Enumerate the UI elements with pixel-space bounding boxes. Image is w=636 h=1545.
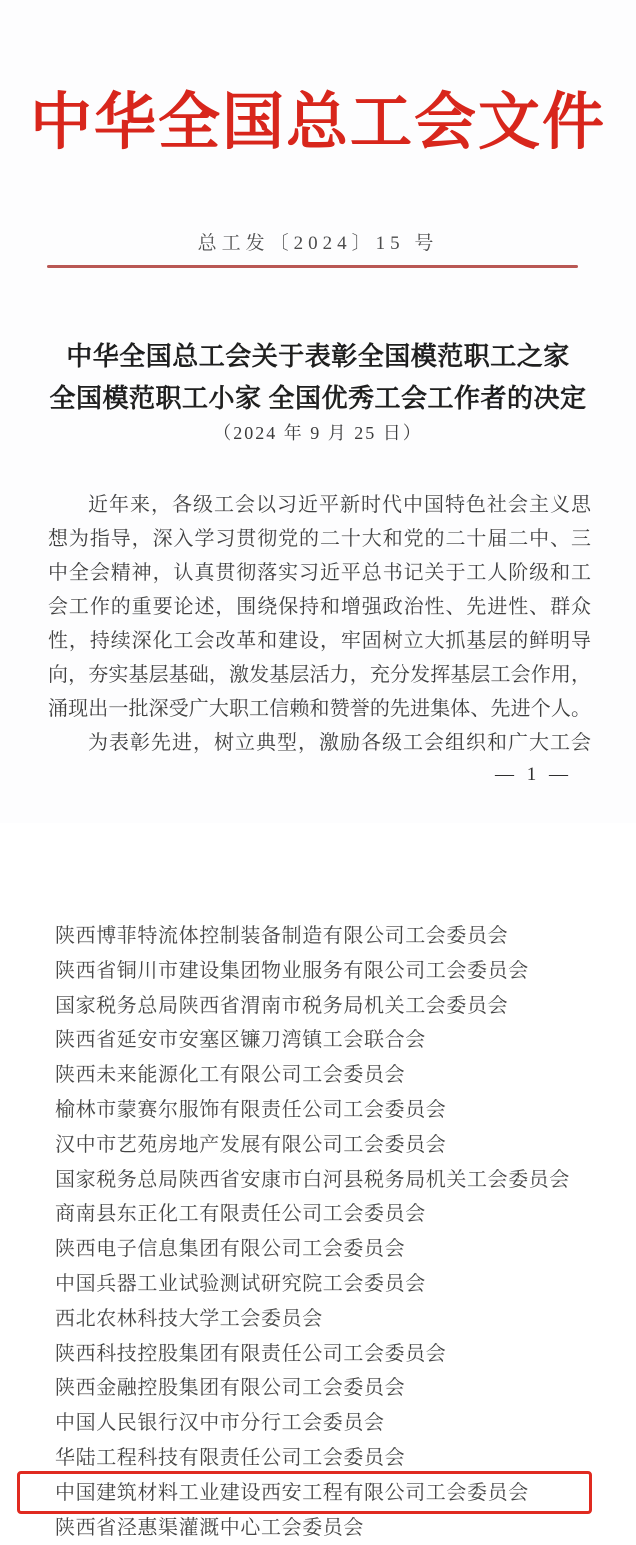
page-number: — 1 — [495, 764, 572, 785]
list-item: 陕西省铜川市建设集团物业服务有限公司工会委员会 [55, 959, 529, 982]
list-item: 中国人民银行汉中市分行工会委员会 [55, 1412, 385, 1435]
list-item: 西北农林科技大学工会委员会 [55, 1307, 323, 1330]
list-item-highlighted [0, 1476, 636, 1511]
list-item: 陕西科技控股集团有限责任公司工会委员会 [55, 1342, 447, 1365]
body-line: 想为指导，深入学习贯彻党的二十大和党的二十届二中、三 [48, 528, 591, 550]
red-divider-rule [47, 265, 578, 268]
list-item: 榆林市蒙赛尔服饰有限责任公司工会委员会 [55, 1098, 447, 1121]
document-date: （2024 年 9 月 25 日） [213, 423, 423, 443]
list-item: 陕西省泾惠渠灌溉中心工会委员会 [55, 1516, 364, 1539]
document-number: 总工发〔2024〕15 号 [197, 233, 439, 254]
document-title-line1: 中华全国总工会关于表彰全国模范职工之家 [66, 342, 570, 371]
body-line: 涌现出一批深受广大职工信赖和赞誉的先进集体、先进个人。 [48, 698, 591, 720]
document-title [0, 336, 636, 420]
body-line: 近年来，各级工会以习近平新时代中国特色社会主义思 [88, 494, 591, 516]
list-item: 华陆工程科技有限责任公司工会委员会 [55, 1446, 406, 1469]
list-item: 国家税务总局陕西省渭南市税务局机关工会委员会 [55, 994, 509, 1017]
list-item: 陕西省延安市安塞区镰刀湾镇工会联合会 [55, 1029, 426, 1052]
list-item: 陕西电子信息集团有限公司工会委员会 [55, 1238, 406, 1261]
document-masthead: 中华全国总工会文件 [29, 89, 606, 157]
list-item: 国家税务总局陕西省安康市白河县税务局机关工会委员会 [55, 1168, 570, 1191]
body-line: 会工作的重要论述，围绕保持和增强政治性、先进性、群众 [48, 596, 591, 618]
list-item: 陕西未来能源化工有限公司工会委员会 [55, 1064, 406, 1087]
highlighted-item-label: 中国建筑材料工业建设西安工程有限公司工会委员会 [55, 1481, 529, 1504]
list-item: 商南县东正化工有限责任公司工会委员会 [55, 1203, 426, 1226]
body-line: 为表彰先进，树立典型，激励各级工会组织和广大工会 [88, 732, 591, 754]
document-title-line2: 全国模范职工小家 全国优秀工会工作者的决定 [49, 384, 587, 413]
list-item: 中国兵器工业试验测试研究院工会委员会 [55, 1272, 426, 1295]
list-item: 汉中市艺苑房地产发展有限公司工会委员会 [55, 1133, 447, 1156]
list-item: 陕西金融控股集团有限公司工会委员会 [55, 1377, 406, 1400]
body-line: 向，夯实基层基础，激发基层活力，充分发挥基层工会作用， [48, 664, 591, 686]
body-line: 中全会精神，认真贯彻落实习近平总书记关于工人阶级和工 [48, 562, 591, 584]
body-paragraphs [48, 488, 591, 760]
body-line: 性，持续深化工会改革和建设，牢固树立大抓基层的鲜明导 [48, 630, 591, 652]
document-second-page [0, 823, 636, 1545]
list-item: 陕西博菲特流体控制装备制造有限公司工会委员会 [55, 925, 509, 947]
awarded-organizations-list [0, 823, 636, 1545]
